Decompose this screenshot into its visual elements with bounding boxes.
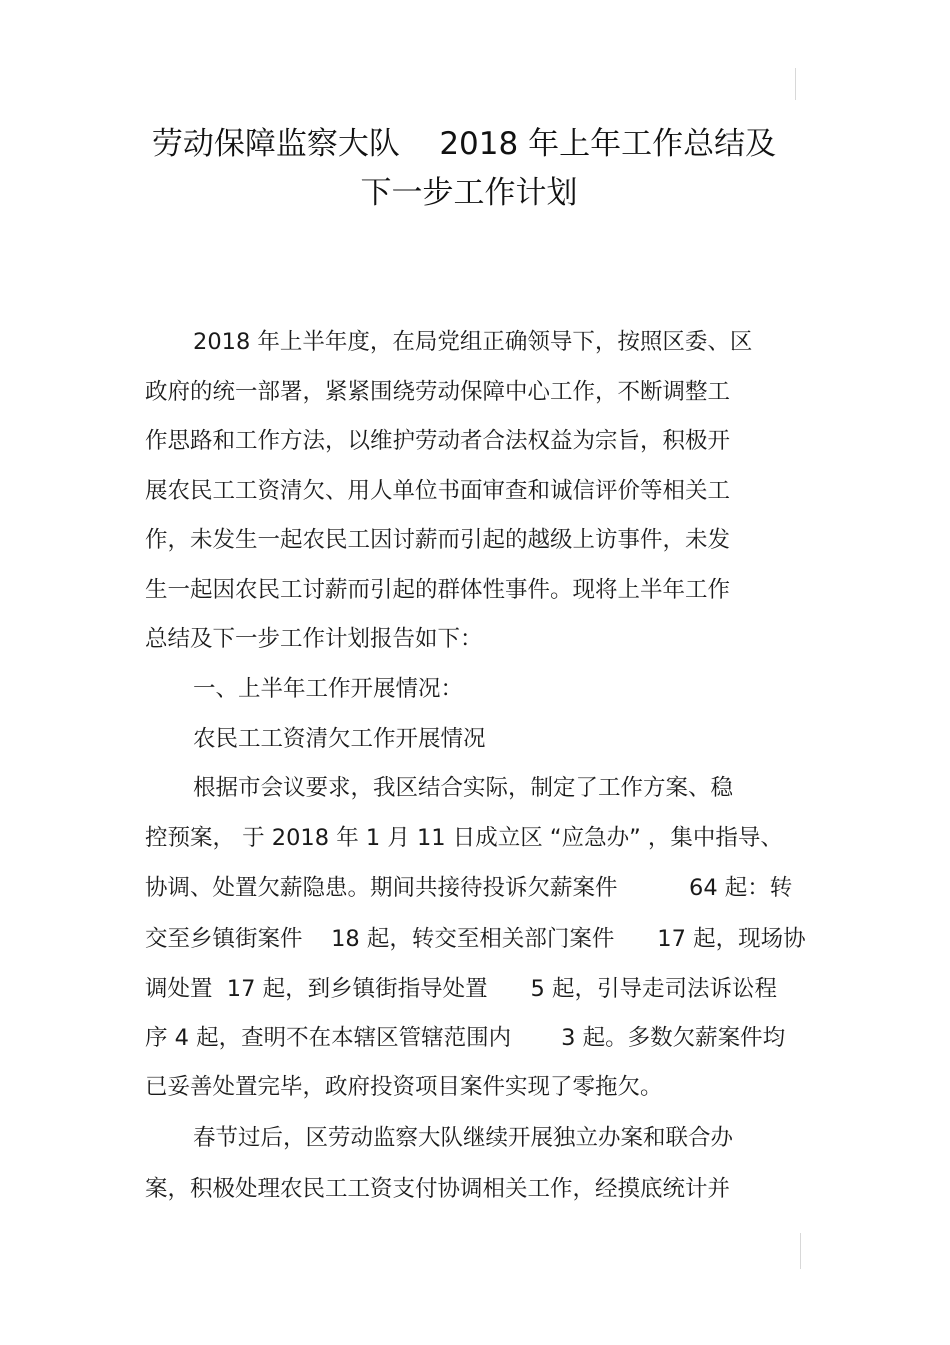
section-heading-1: 一、上半年工作开展情况：: [193, 676, 464, 702]
body-line-1: 2018 年上半年度，在局党组正确领导下，按照区委、区: [193, 329, 753, 355]
body-line-5: 作，未发生一起农民工因讨薪而引起的越级上访事件，未发: [145, 527, 731, 553]
body-line-10: 协调、处置欠薪隐患。期间共接待投诉欠薪案件 64 起：转: [145, 875, 793, 901]
body-line-9: 控预案， 于 2018 年 1 月 11 日成立区 “应急办” ，集中指导、: [145, 825, 783, 851]
body-line-15: 春节过后，区劳动监察大队继续开展独立办案和联合办: [193, 1125, 734, 1151]
document-title-line-2: 下一步工作计划: [360, 175, 578, 211]
body-line-3: 作思路和工作方法，以维护劳动者合法权益为宗旨，积极开: [145, 428, 731, 454]
body-line-7: 总结及下一步工作计划报告如下：: [145, 626, 483, 652]
body-line-14: 已妥善处置完毕，政府投资项目案件实现了零拖欠。: [145, 1074, 663, 1100]
body-line-6: 生一起因农民工讨薪而引起的群体性事件。现将上半年工作: [145, 577, 731, 603]
subsection-heading-1: 农民工工资清欠工作开展情况: [193, 726, 486, 752]
crop-mark-bottom: [800, 1233, 801, 1269]
body-line-12: 调处置 17 起，到乡镇街指导处置 5 起，引导走司法诉讼程: [145, 976, 777, 1002]
body-line-8: 根据市会议要求，我区结合实际，制定了工作方案、稳: [193, 775, 734, 801]
body-line-13: 序 4 起，查明不在本辖区管辖范围内 3 起。多数欠薪案件均: [145, 1025, 786, 1051]
body-line-4: 展农民工工资清欠、用人单位书面审查和诚信评价等相关工: [145, 478, 731, 504]
document-title-line-1: 劳动保障监察大队 2018 年上年工作总结及: [151, 126, 777, 162]
body-line-2: 政府的统一部署，紧紧围绕劳动保障中心工作，不断调整工: [145, 379, 731, 405]
body-line-16: 案，积极处理农民工工资支付协调相关工作，经摸底统计并: [145, 1176, 731, 1202]
body-line-11: 交至乡镇街案件 18 起，转交至相关部门案件 17 起，现场协: [145, 926, 806, 952]
crop-mark-top: [795, 68, 796, 100]
